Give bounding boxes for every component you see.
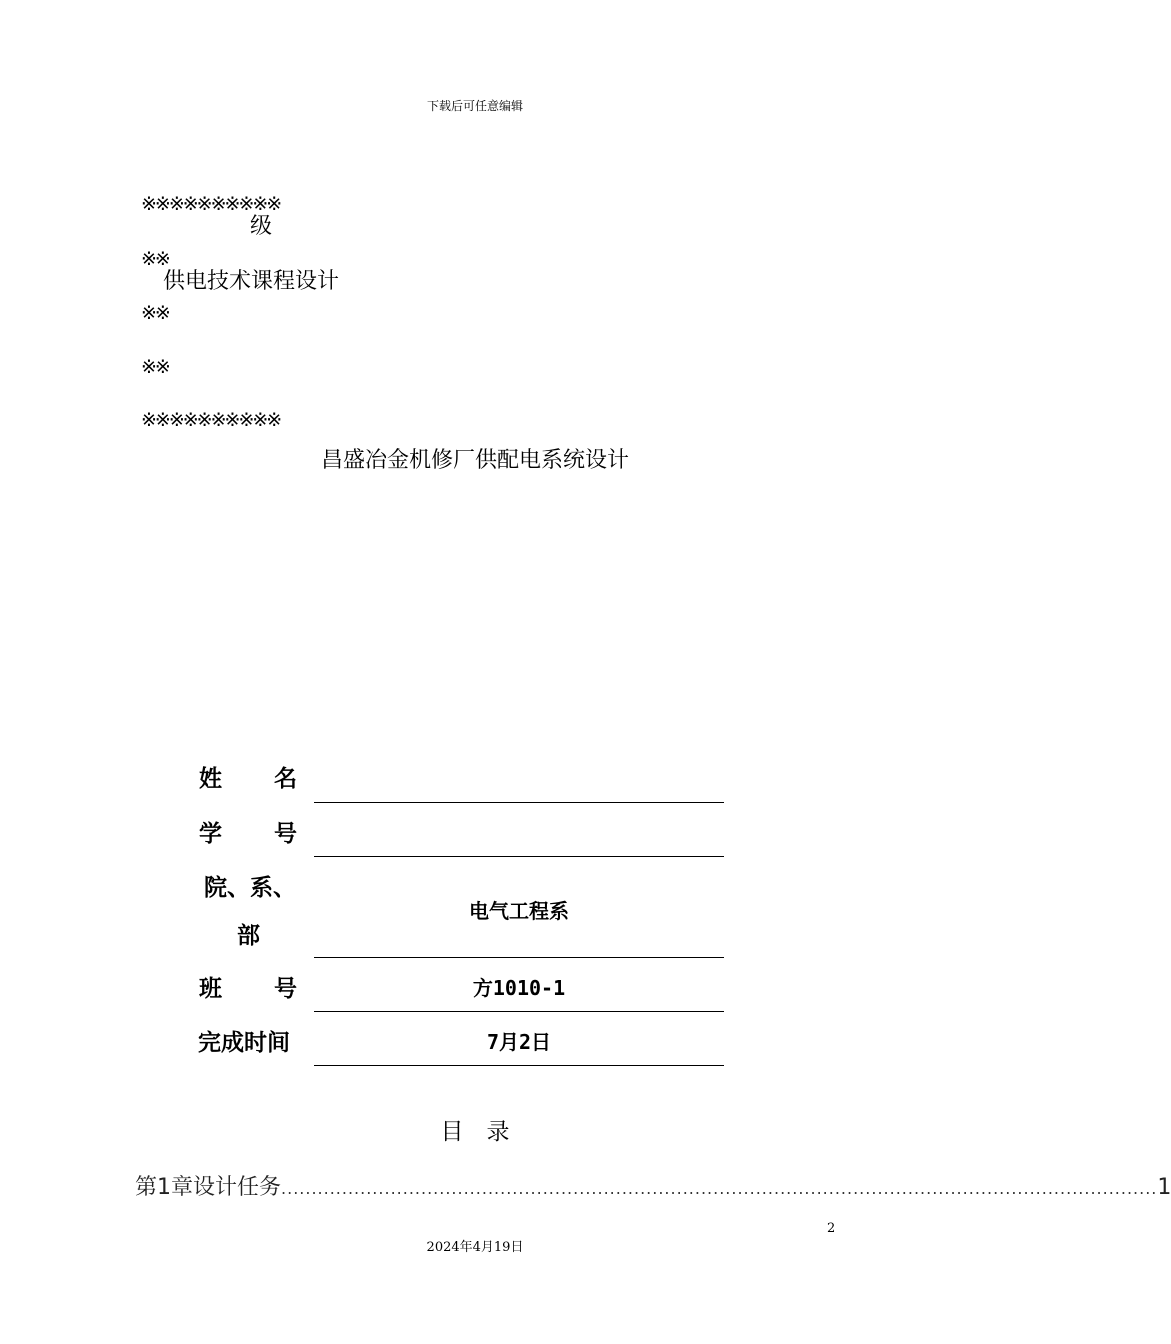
toc-entry-leader: ................................................................................................................................................ [281, 1179, 1158, 1198]
footer-date: 2024年4月19日 [426, 1240, 524, 1255]
course-title: 供电技术课程设计 [163, 269, 340, 294]
date-value: 7月2日 [486, 1030, 552, 1054]
page-number: 2 [827, 1221, 836, 1236]
toc-title: 目 录 [440, 1119, 510, 1145]
date-label: 完成时间 [198, 1030, 290, 1056]
placeholder-mark-1: ※※※※※※※※※※ [141, 193, 281, 215]
name-label-char-2: 名 [274, 766, 297, 792]
class-label-char-1: 班 [199, 976, 222, 1002]
class-label-char-2: 号 [274, 976, 297, 1002]
placeholder-mark-4: ※※ [141, 356, 169, 378]
id-label-char-1: 学 [199, 821, 222, 847]
toc-entry-name: 设计任务 [193, 1175, 282, 1200]
class-field-line [314, 1011, 724, 1012]
dept-field-line [314, 957, 724, 958]
header-note: 下载后可任意编辑 [426, 99, 523, 113]
placeholder-mark-5: ※※※※※※※※※※ [141, 409, 281, 431]
design-title: 昌盛冶金机修厂供配电系统设计 [320, 448, 629, 473]
id-field-line [314, 856, 724, 857]
date-field-line [314, 1065, 724, 1066]
toc-entry-page: 1 [1157, 1175, 1171, 1200]
dept-value: 电气工程系 [469, 899, 569, 923]
toc-entry-chapter: 第1章 [135, 1175, 193, 1200]
placeholder-mark-2: ※※ [141, 248, 169, 270]
name-label-char-1: 姓 [199, 766, 222, 792]
placeholder-mark-3: ※※ [141, 302, 169, 324]
id-label-char-2: 号 [274, 821, 297, 847]
class-value: 方1010-1 [472, 976, 566, 1000]
toc-entry[interactable] [135, 1170, 1171, 1202]
dept-label-line2: 部 [237, 923, 260, 949]
dept-label-line1: 院、系、 [204, 875, 296, 901]
name-field-line [314, 802, 724, 803]
grade-suffix: 级 [250, 214, 273, 239]
